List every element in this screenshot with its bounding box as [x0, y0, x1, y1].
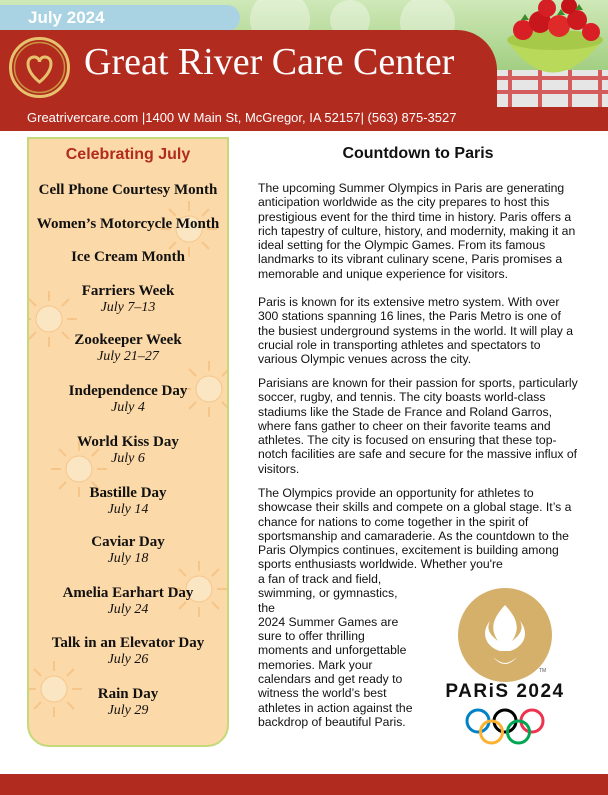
celebration-item — [29, 434, 227, 467]
celebration-name: Farriers Week — [81, 283, 175, 299]
text-line: the — [258, 600, 275, 615]
article-paragraph: Paris is known for its extensive metro system. With over 300 stations spanning 16 lines, the Paris Metro is one of the busiest underground systems in the world. It will play a crucial role in transporting athletes and spectators to various Olympic venues across the city. — [258, 295, 574, 367]
celebration-item — [29, 283, 227, 316]
celebration-item — [29, 332, 227, 365]
celebration-name: Women’s Motorcycle Month — [36, 216, 220, 232]
heart-logo-icon — [8, 36, 71, 99]
celebration-item — [29, 635, 227, 668]
article-paragraph: The upcoming Summer Olympics in Paris are generating anticipation worldwide as the city prepares to host this prestigious event for the third time in history. Paris offers a rich tapestry of culture, history, and modernity, making it an ideal setting for the Olympic Games. From its famous landmarks to its vibrant culinary scene, Paris promises a memorable and unique experience for visitors. — [258, 181, 576, 281]
celebration-name: Bastille Day — [89, 485, 167, 501]
text-line: witness the world’s best — [258, 686, 387, 701]
text-line: memories. Mark your — [258, 657, 373, 672]
celebration-name: Amelia Earhart Day — [62, 585, 194, 601]
celebration-date: July 6 — [111, 451, 145, 466]
article-paragraph: The Olympics provide an opportunity for athletes to showcase their skills and compete on a global stage. It’s a chance for nations to come together in the spirit of sportsmanship and camaraderie. As the countdown to the Paris Olympics continues, excitement is building among sports enthusiasts worldwide. Whether you're — [258, 486, 572, 572]
celebration-item — [29, 485, 227, 518]
trademark-mark: TM — [539, 668, 547, 674]
celebration-name: Zookeeper Week — [74, 332, 182, 348]
celebration-item — [29, 585, 227, 618]
celebration-date: July 7–13 — [100, 300, 156, 315]
text-line: athletes in action against the — [258, 700, 413, 715]
celebration-name: Caviar Day — [91, 534, 165, 550]
celebration-date: July 21–27 — [97, 349, 159, 364]
text-line: moments and unforgettable — [258, 643, 407, 658]
page-title: Great River Care Center — [84, 41, 455, 83]
celebration-name: Rain Day — [97, 686, 159, 702]
celebration-item — [29, 249, 227, 266]
celebration-name: World Kiss Day — [77, 434, 179, 450]
footer-band — [0, 774, 608, 795]
celebration-name: Independence Day — [68, 383, 188, 399]
article-wrapped-text — [258, 572, 412, 729]
strawberry-bowl-image — [495, 0, 608, 110]
article-title: Countdown to Paris — [342, 145, 494, 162]
celebration-date: July 4 — [111, 400, 145, 415]
celebration-date: July 18 — [107, 551, 149, 566]
celebrations-sidebar — [27, 137, 229, 747]
celebration-name: Talk in an Elevator Day — [51, 635, 205, 651]
text-line: sure to offer thrilling — [258, 629, 365, 644]
text-line: 2024 Summer Games are — [258, 614, 399, 629]
celebration-item — [29, 182, 227, 199]
celebration-name: Cell Phone Courtesy Month — [38, 182, 218, 198]
celebration-date: July 26 — [107, 652, 149, 667]
contact-address: Greatrivercare.com |1400 W Main St, McGregor, IA 52157| (563) 875-3527 — [27, 110, 457, 125]
celebration-date: July 24 — [107, 602, 149, 617]
paris-2024-wordmark: PARiS 2024 — [445, 681, 565, 702]
text-line: swimming, or gymnastics, — [258, 586, 398, 601]
article-paragraph: Parisians are known for their passion for sports, particularly soccer, rugby, and tennis. The city boasts world-class stadiums like the Stade de France and Roland Garros, where fans gather to cheer on their favorite teams and athletes. The city is focused on ensuring that these top-notch facilities are safe and secure for the massive influx of visitors. — [258, 376, 578, 476]
sidebar-heading: Celebrating July — [65, 146, 191, 163]
celebration-item — [29, 534, 227, 567]
celebration-item — [29, 216, 227, 233]
celebration-item — [29, 686, 227, 719]
paris-2024-olympic-logo — [420, 585, 590, 745]
celebration-item — [29, 383, 227, 416]
text-line: a fan of track and field, — [258, 572, 382, 586]
issue-date-tab: July 2024 — [0, 5, 240, 31]
olympic-rings-icon — [467, 710, 543, 743]
celebration-name: Ice Cream Month — [71, 249, 185, 265]
text-line: backdrop of beautiful Paris. — [258, 714, 406, 729]
celebration-date: July 14 — [107, 502, 149, 517]
celebration-date: July 29 — [107, 703, 149, 718]
text-line: calendars and get ready to — [258, 672, 403, 687]
